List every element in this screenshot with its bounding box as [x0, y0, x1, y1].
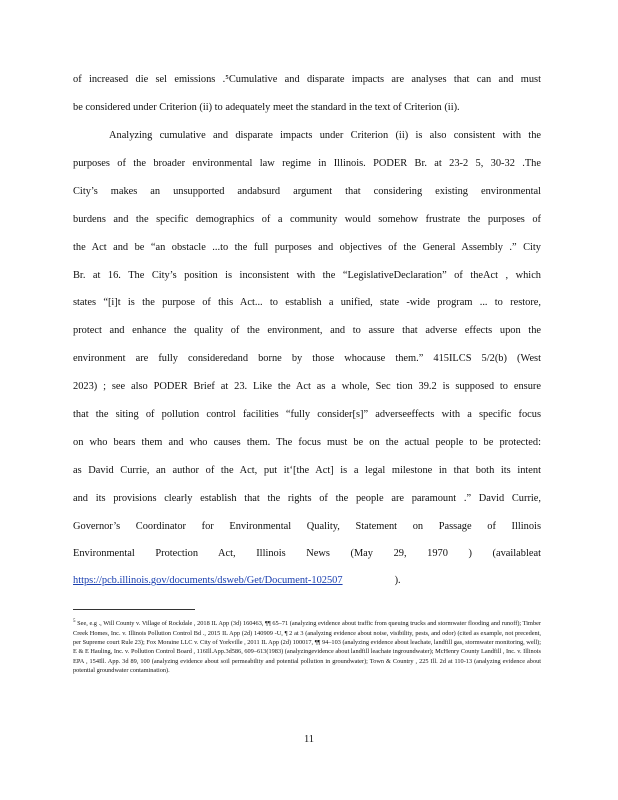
footnote-divider	[73, 609, 195, 610]
body-line-5: City’s makes an unsupported andabsurd argument that considering existing environmental	[73, 186, 541, 197]
body-line-13: that the siting of pollution control facilities “fully consider[s]” adverseeffects with a specific focus	[73, 409, 541, 420]
body-line-14: on who bears them and who causes them. The focus must be on the actual people to be protected:	[73, 437, 541, 448]
body-line-8: Br. at 16. The City’s position is inconsistent with the “LegislativeDeclaration” of theAct , which	[73, 270, 541, 281]
footnote-text: See, e.g ., Will County v. Village of Rockdale , 2018 IL App (3d) 160463, ¶¶ 65–71 (analyzing evidence about traffic from queuing trucks and stormwater flooding and runoff); Timber Creek Homes, Inc. v. Illinois Pollution Control Bd ., 2015 IL App (2d) 140909 -U, ¶ 2 at 3 (analyzing evidence about noise, visibility, pests, and odor) (cited as example, not precedent, per Supreme court Rule 23); Fox Moraine LLC v. City of Yorkville , 2011 IL App (2d) 100017, ¶¶ 94–103 (analyzing evidence about leachate, landfill gas, stormwater monitoring, well); E & E Hauling, Inc. v. Pollution Control Board , 116Ill.App.3d586, 609–613(1983) (analyzingevidence about landfill leachate ingroundwater); McHenry County Landfill , Inc. v. Illinois EPA , 154Ill. App. 3d 89, 100 (analyzing evidence about soil permeability and potential pollution in groundwater); Town & Country , 225 Ill. 2d at 110-13 (analyzing evidence about potential groundwater contamination).	[73, 620, 541, 675]
body-line-12: 2023) ; see also PODER Brief at 23. Like the Act as a whole, Sec tion 39.2 is supposed to ensure	[73, 381, 541, 392]
citation-close: ).	[394, 575, 401, 586]
footnote-marker: 5	[73, 619, 76, 624]
body-line-4: purposes of the broader environmental law regime in Illinois. PODER Br. at 23-2 5, 30-32 .The	[73, 158, 541, 169]
page-number: 11	[303, 734, 315, 745]
body-line-9: states “[i]t is the purpose of this Act... to establish a unified, state -wide program ... to restore,	[73, 297, 541, 308]
body-line-15: as David Currie, an author of the Act, put it‘[the Act] is a legal milestone in that both its intent	[73, 465, 541, 476]
body-line-10: protect and enhance the quality of the environment, and to assure that adverse effects upon the	[73, 325, 541, 336]
body-line-1: of increased die sel emissions .⁵Cumulative and disparate impacts are analyses that can and must	[73, 74, 541, 85]
body-line-2: be considered under Criterion (ii) to adequately meet the standard in the text of Criterion (ii).	[73, 102, 460, 113]
body-line-17: Governor’s Coordinator for Environmental Quality, Statement on Passage of Illinois	[73, 521, 541, 532]
citation-link-line	[73, 574, 541, 588]
body-line-3: Analyzing cumulative and disparate impacts under Criterion (ii) is also consistent with the	[109, 130, 541, 141]
body-line-18: Environmental Protection Act, Illinois News (May 29, 1970 ) (availableat	[73, 548, 541, 559]
body-line-7: the Act and be “an obstacle ...to the full purposes and objectives of the General Assembly .” City	[73, 242, 541, 253]
body-line-11: environment are fully consideredand borne by those whocause them.” 415ILCS 5/2(b) (West	[73, 353, 541, 364]
footnote	[73, 617, 541, 676]
body-line-16: and its provisions clearly establish that the rights of the people are paramount .” David Currie,	[73, 493, 541, 504]
citation-link[interactable]: https://pcb.illinois.gov/documents/dsweb/Get/Document-102507	[73, 575, 343, 586]
body-line-6: burdens and the specific demographics of a community would somehow frustrate the purposes of	[73, 214, 541, 225]
